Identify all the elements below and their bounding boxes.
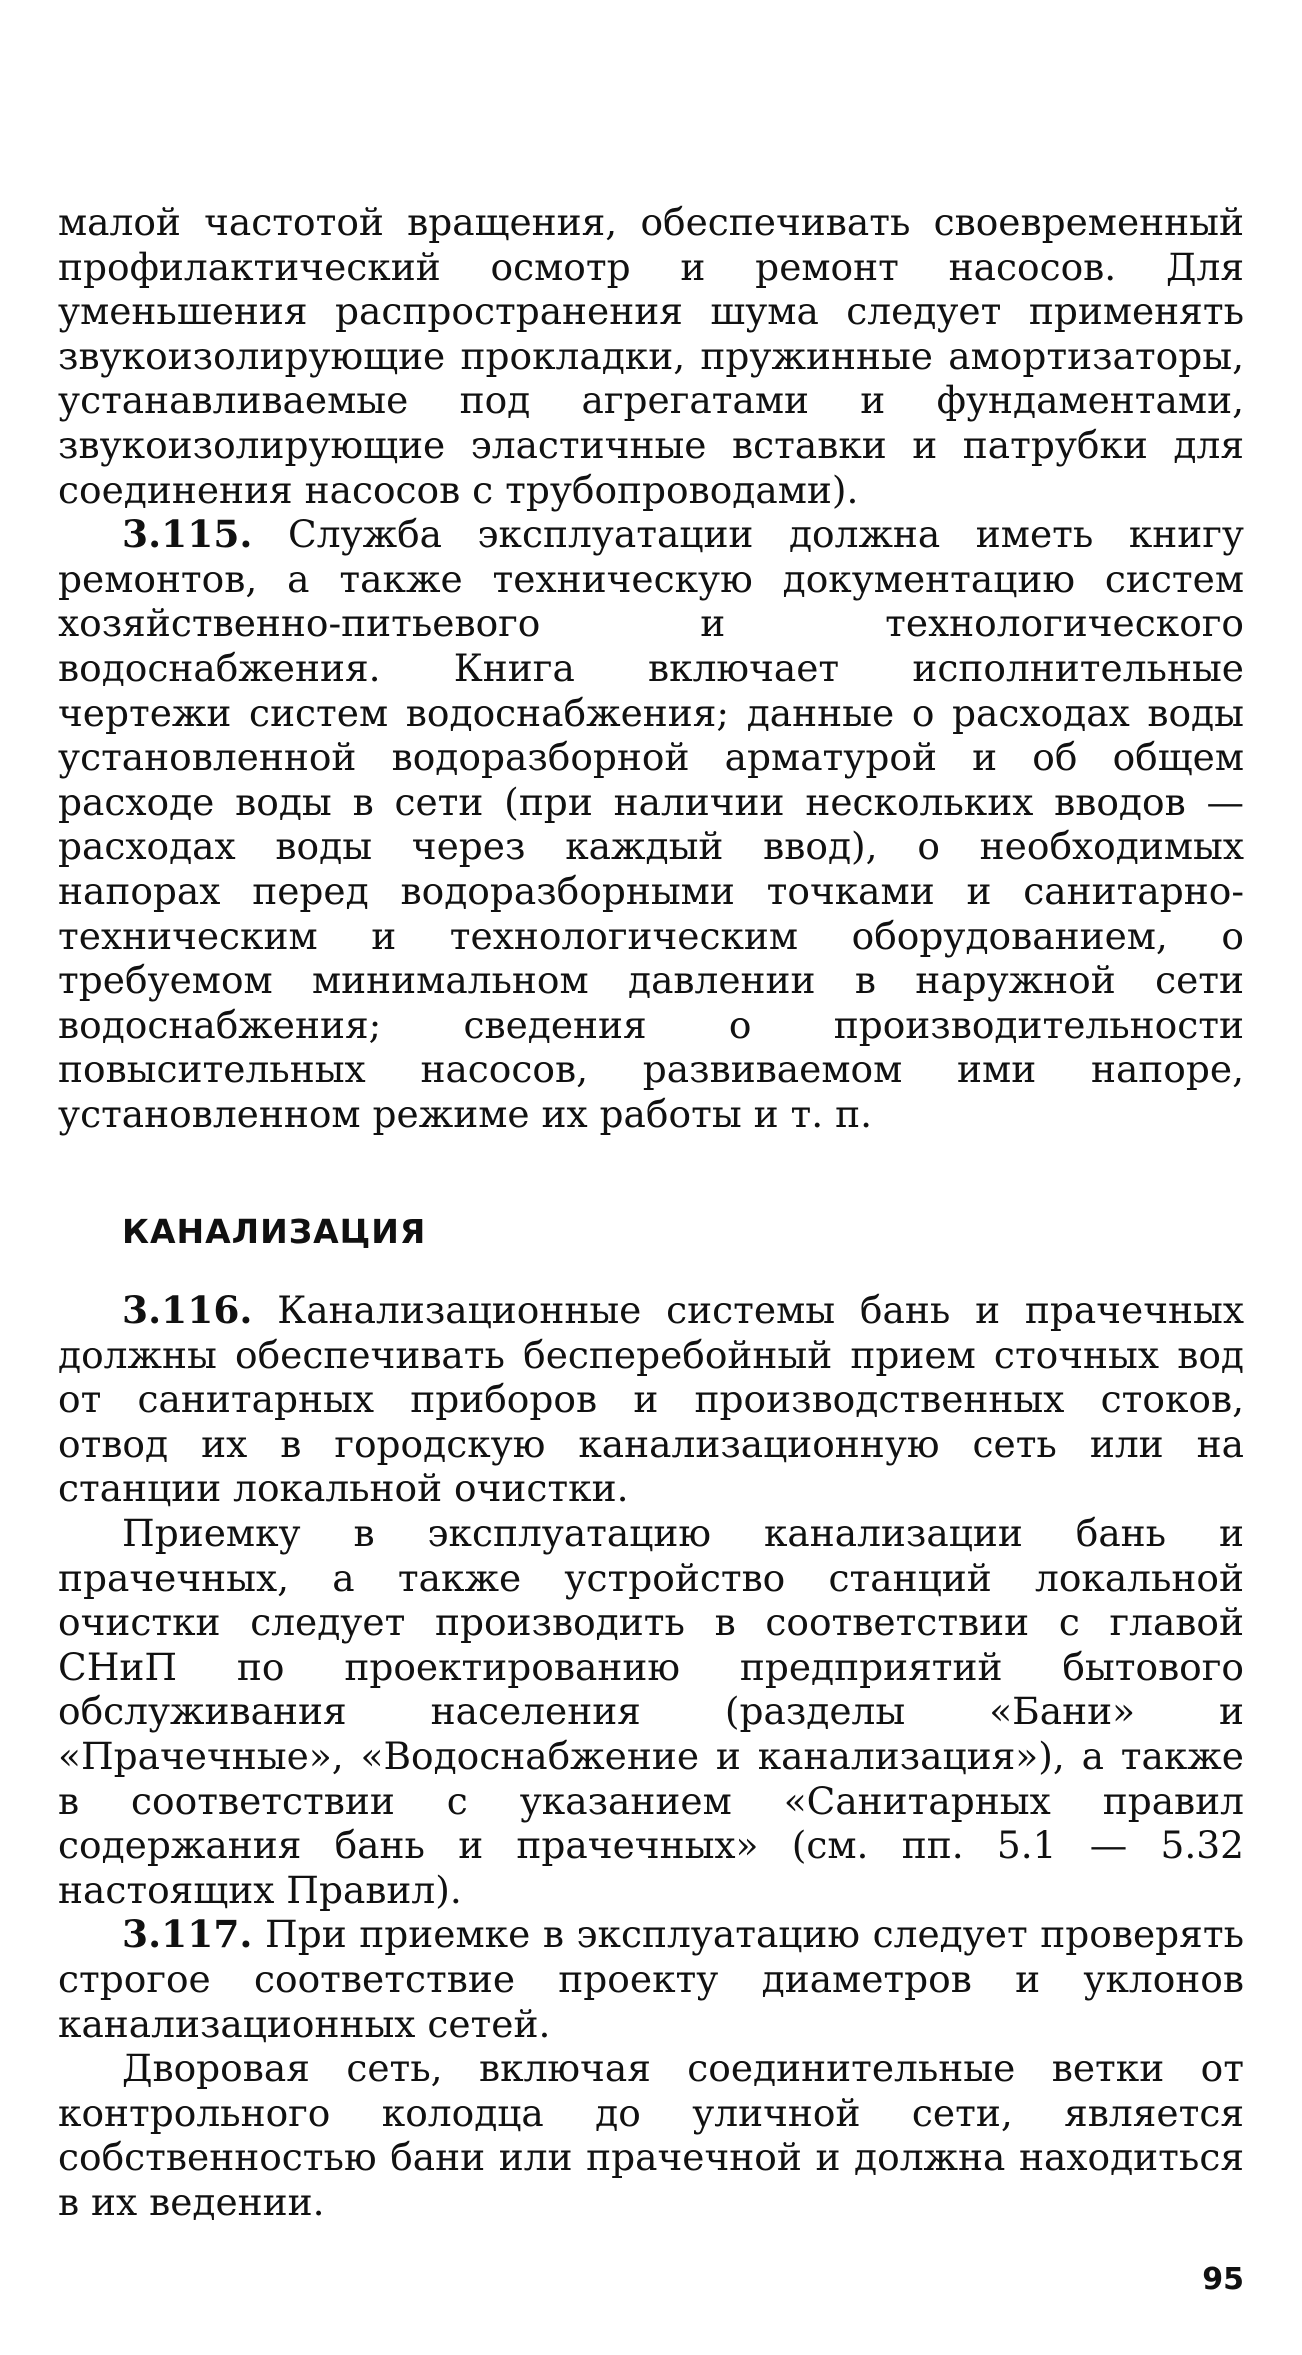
section-heading: КАНАЛИЗАЦИЯ	[122, 1212, 427, 1251]
text-block-bottom	[58, 1288, 1244, 2224]
paragraph-number: 3.117.	[122, 1912, 253, 1957]
text-block-top	[58, 200, 1244, 1136]
paragraph-3-115	[58, 512, 1244, 1136]
paragraph-continuation	[58, 200, 1244, 512]
paragraph-number: 3.115.	[122, 512, 253, 557]
page-number: 95	[1202, 2262, 1244, 2297]
paragraph-text: Приемку в эксплуатацию канализации бань и прачечных, а также устройство станций локальной очистки следует производить в соответствии с главой СНиП по проектированию предприятий бытового обслуживания населения (разделы «Бани» и «Прачечные», «Водоснабжение и канализация»), а также в соответствии с указанием «Санитарных правил содержания бань и прачечных» (см. пп. 5.1 — 5.32 настоящих Правил).	[58, 1510, 1244, 1912]
paragraph-3-116	[58, 1288, 1244, 1511]
paragraph-number: 3.116.	[122, 1288, 253, 1332]
paragraph-text: Канализационные системы бань и прачечных должны обеспечивать бесперебойный прием сточных вод от санитарных приборов и производственных стоков, отвод их в городскую канализационную сеть или на станции локальной очистки.	[58, 1288, 1244, 1511]
paragraph-text: Дворовая сеть, включая соединительные ветки от контрольного колодца до уличной сети, является собственностью бани или прачечной и должна находиться в их ведении.	[58, 2046, 1244, 2224]
paragraph-text: Служба эксплуатации должна иметь книгу ремонтов, а также техническую документацию систем хозяйственно-питьевого и технологического водоснабжения. Книга включает исполнительные чертежи систем водоснабжения; данные о расходах воды установленной водоразборной арматурой и об общем расходе воды в сети (при наличии нескольких вводов — расходах воды через каждый ввод), о необходимых напорах перед водоразборными точками и санитарно-техническим и технологическим оборудованием, о требуемом минимальном давлении в наружной сети водоснабжения; сведения о производительности повысительных насосов, развиваемом ими напоре, установленном режиме их работы и т. п.	[58, 512, 1244, 1136]
paragraph-3-117	[58, 1912, 1244, 2046]
paragraph-text: малой частотой вращения, обеспечивать своевременный профилактический осмотр и ремонт насосов. Для уменьшения распространения шума следует применять звукоизолирующие прокладки, пружинные амортизаторы, устанавливаемые под агрегатами и фундаментами, звукоизолирующие эластичные вставки и патрубки для соединения насосов с трубопроводами).	[58, 200, 1244, 512]
paragraph-yard-network	[58, 2046, 1244, 2224]
paragraph-text: При приемке в эксплуатацию следует проверять строгое соответствие проекту диаметров и уклонов канализационных сетей.	[58, 1912, 1244, 2046]
paragraph-acceptance	[58, 1511, 1244, 1912]
